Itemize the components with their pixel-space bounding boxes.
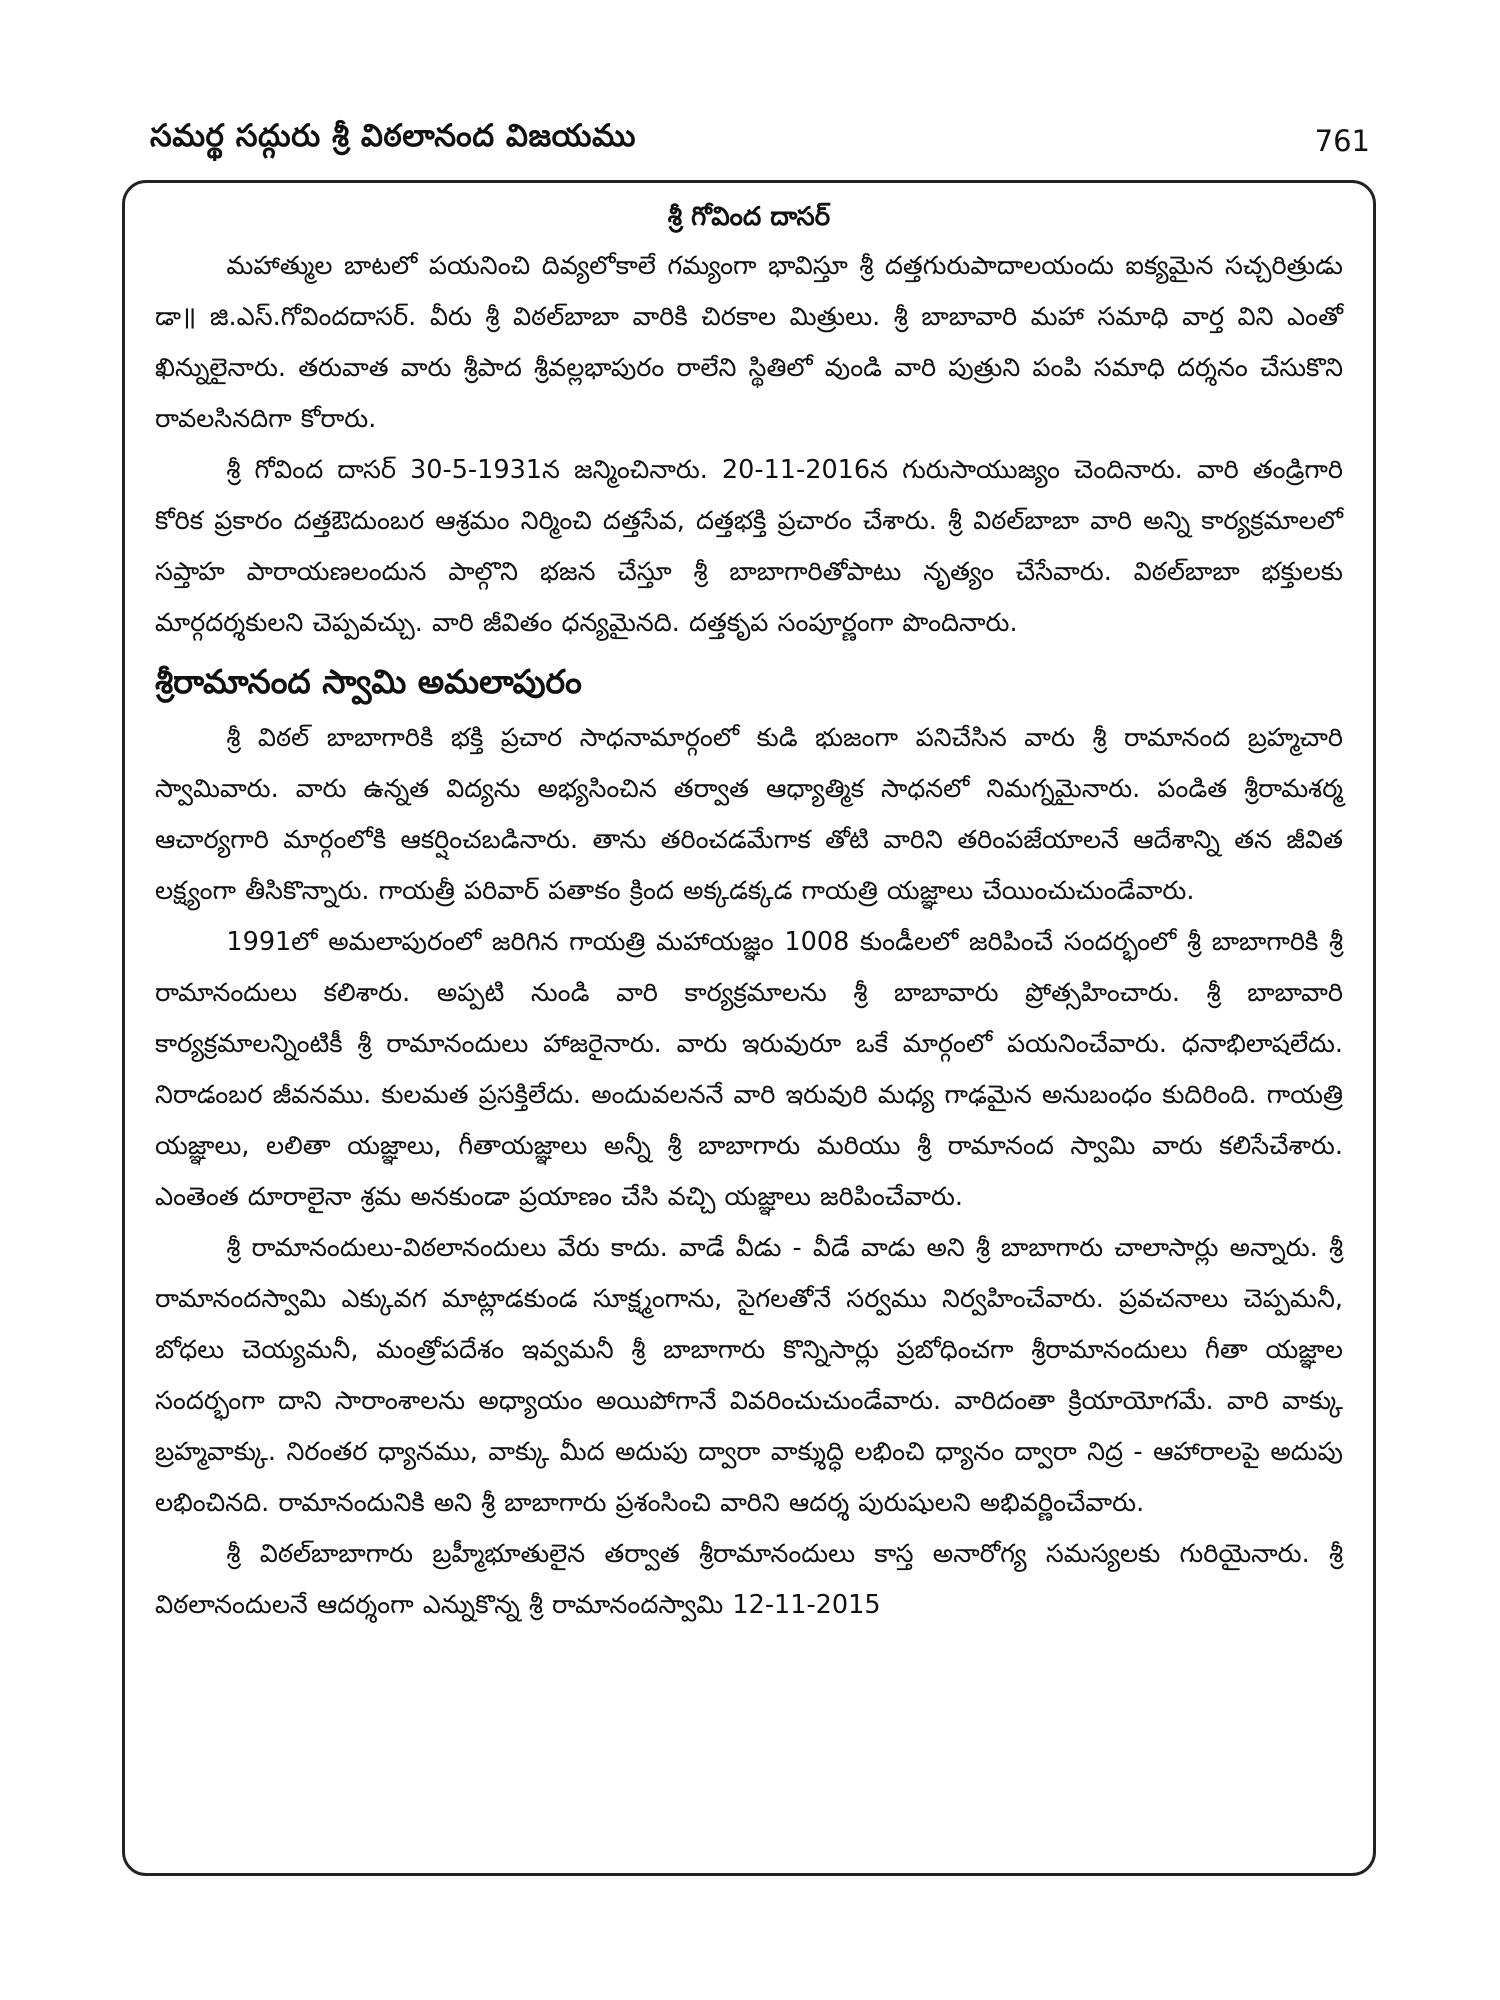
section-title-govinda-dasar: శ్రీ గోవింద దాసర్ xyxy=(667,202,831,232)
paragraph: శ్రీ విఠల్‌బాబాగారు బ్రహ్మీభూతులైన తర్వాత శ్రీరామానందులు కాస్త అనారోగ్య సమస్యలకు గురియైనారు. శ్రీ విఠలానందులనే ఆదర్శంగా ఎన్నుకొన్న శ్రీ రామానందస్వామి 12-11-2015 xyxy=(155,1539,1343,1620)
section-heading-ramananda-swami: శ్రీరామానంద స్వామి అమలాపురం xyxy=(155,662,582,701)
paragraph: శ్రీ విఠల్ బాబాగారికి భక్తి ప్రచార సాధనామార్గంలో కుడి భుజంగా పనిచేసిన వారు శ్రీ రామానంద బ్రహ్మచారి స్వామివారు. వారు ఉన్నత విద్యను అభ్యసించిన తర్వాత ఆధ్యాత్మిక సాధనలో నిమగ్నమైనారు. పండిత శ్రీరామశర్మ ఆచార్యగారి మార్గంలోకి ఆకర్షించబడినారు. తాను తరించడమేగాక తోటి వారిని తరింపజేయాలనే ఆదేశాన్ని తన జీవిత లక్ష్యంగా తీసికొన్నారు. గాయత్రీ పరివార్ పతాకం క్రింద అక్కడక్కడ గాయత్రి యజ్ఞాలు చేయించుచుండేవారు. xyxy=(155,723,1343,906)
running-head-title: సమర్థ సద్గురు శ్రీ విఠలానంద విజయము xyxy=(150,118,637,154)
page-number: 761 xyxy=(1314,124,1370,158)
paragraph: మహాత్ముల బాటలో పయనించి దివ్యలోకాలే గమ్యంగా భావిస్తూ శ్రీ దత్తగురుపాదాలయందు ఐక్యమైన సచ్చరిత్రుడు డా॥ జి.ఎస్.గోవిందదాసర్. వీరు శ్రీ విఠల్‌బాబా వారికి చిరకాల మిత్రులు. శ్రీ బాబావారి మహా సమాధి వార్త విని ఎంతో ఖిన్నులైనారు. తరువాత వారు శ్రీపాద శ్రీవల్లభాపురం రాలేని స్థితిలో వుండి వారి పుత్రుని పంపి సమాధి దర్శనం చేసుకొని రావలసినదిగా కోరారు. xyxy=(155,251,1343,434)
paragraph: శ్రీ గోవింద దాసర్ 30-5-1931న జన్మించినారు. 20-11-2016న గురుసాయుజ్యం చెందినారు. వారి తండ్రిగారి కోరిక ప్రకారం దత్తఔదుంబర ఆశ్రమం నిర్మించి దత్తసేవ, దత్తభక్తి ప్రచారం చేశారు. శ్రీ విఠల్‌బాబా వారి అన్ని కార్యక్రమాలలో సప్తాహ పారాయణలందున పాల్గొని భజన చేస్తూ శ్రీ బాబాగారితోపాటు నృత్యం చేసేవారు. విఠల్‌బాబా భక్తులకు మార్గదర్శకులని చెప్పవచ్చు. వారి జీవితం ధన్యమైనది. దత్తకృప సంపూర్ణంగా పొందినారు. xyxy=(155,455,1343,638)
content-frame xyxy=(122,180,1376,1876)
paragraph: 1991లో అమలాపురంలో జరిగిన గాయత్రి మహాయజ్ఞం 1008 కుండీలలో జరిపించే సందర్భంలో శ్రీ బాబాగారికి శ్రీ రామానందులు కలిశారు. అప్పటి నుండి వారి కార్యక్రమాలను శ్రీ బాబావారు ప్రోత్సహించారు. శ్రీ బాబావారి కార్యక్రమాలన్నింటికీ శ్రీ రామానందులు హాజరైనారు. వారు ఇరువురూ ఒకే మార్గంలో పయనించేవారు. ధనాభిలాషలేదు. నిరాడంబర జీవనము. కులమత ప్రసక్తిలేదు. అందువలననే వారి ఇరువురి మధ్య గాఢమైన అనుబంధం కుదిరింది. గాయత్రి యజ్ఞాలు, లలితా యజ్ఞాలు, గీతాయజ్ఞాలు అన్నీ శ్రీ బాబాగారు మరియు శ్రీ రామానంద స్వామి వారు కలిసేచేశారు. ఎంతెంత దూరాలైనా శ్రమ అనకుండా ప్రయాణం చేసి వచ్చి యజ్ఞాలు జరిపించేవారు. xyxy=(155,927,1343,1212)
paragraph: శ్రీ రామానందులు-విఠలానందులు వేరు కాదు. వాడే వీడు - వీడే వాడు అని శ్రీ బాబాగారు చాలాసార్లు అన్నారు. శ్రీ రామానందస్వామి ఎక్కువగ మాట్లాడకుండ సూక్ష్మంగాను, సైగలతోనే సర్వము నిర్వహించేవారు. ప్రవచనాలు చెప్పమనీ, బోధలు చెయ్యమనీ, మంత్రోపదేశం ఇవ్వమనీ శ్రీ బాబాగారు కొన్నిసార్లు ప్రబోధించగా శ్రీరామానందులు గీతా యజ్ఞాల సందర్భంగా దాని సారాంశాలను అధ్యాయం అయిపోగానే వివరించుచుండేవారు. వారిదంతా క్రియాయోగమే. వారి వాక్కు బ్రహ్మవాక్కు. నిరంతర ధ్యానము, వాక్కు మీద అదుపు ద్వారా వాక్శుద్ధి లభించి ధ్యానం ద్వారా నిద్ర - ఆహారాలపై అదుపు లభించినది. రామానందునికి అని శ్రీ బాబాగారు ప్రశంసించి వారిని ఆదర్శ పురుషులని అభివర్ణించేవారు. xyxy=(155,1233,1343,1518)
